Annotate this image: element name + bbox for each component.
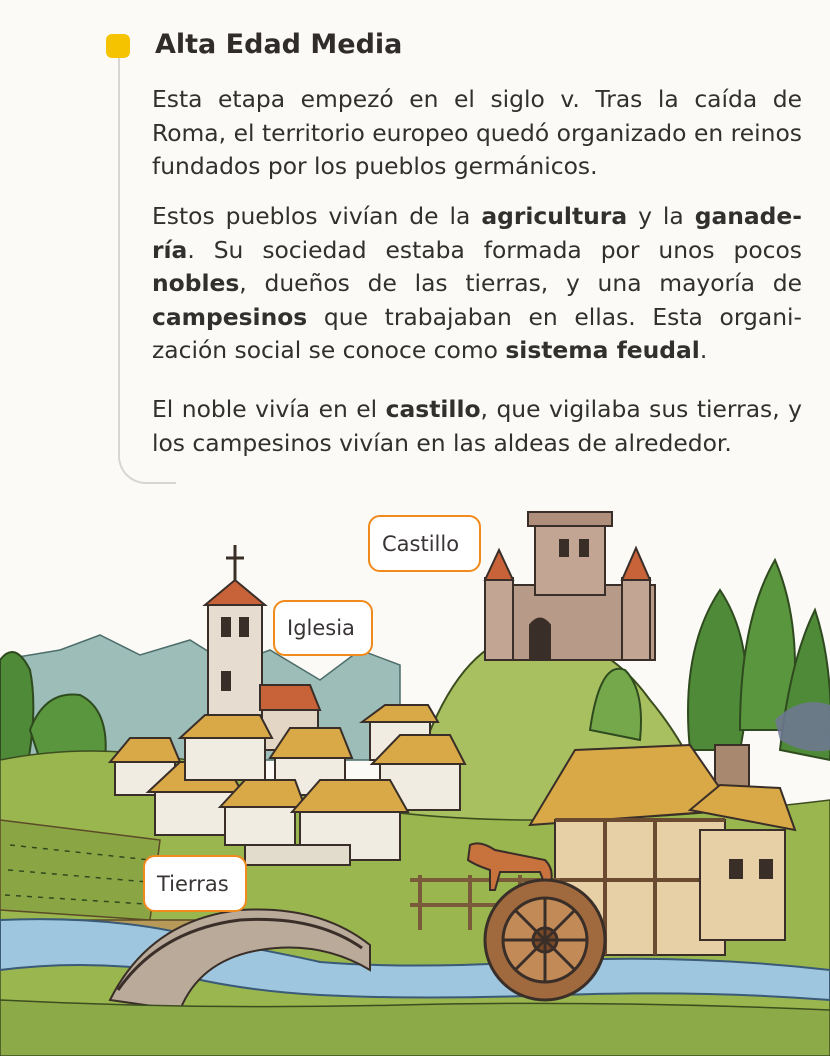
bold-term: agricultura [481,202,628,230]
text-segment: , dueños de las tierras, y una mayoría de [239,269,802,297]
paragraph-3 [152,393,802,460]
text-segment: , que vigilaba sus tierras, y los campesinos vivían en las aldeas de alrededor. [152,395,802,457]
text-segment: que trabajaban en ellas. Esta organi-zación social se conoce como [152,302,802,364]
label-iglesia: Iglesia [273,600,373,656]
bold-term: castillo [385,395,481,423]
label-tierras: Tierras [143,855,247,912]
bold-term: campesinos [152,302,308,331]
paragraph-2 [152,200,802,368]
text-segment: . [699,336,708,364]
label-castillo: Castillo [368,515,481,572]
text-segment: y la [627,202,695,230]
section-bullet [106,34,130,58]
text-segment: Estos pueblos vivían de la [152,202,482,230]
medieval-village-illustration [0,500,830,1056]
water-wheel [485,880,605,1000]
text-segment: El noble vivía en el [152,395,386,423]
text-segment: Esta etapa empezó en el siglo v. Tras la caída de Roma, el territorio europeo quedó organizado en reinos fundados por los pueblos germánicos. [152,85,802,180]
bold-term: ganade-ría [152,202,802,264]
text-segment: . Su sociedad estaba formada por unos pocos [187,235,802,264]
section-title: Alta Edad Media [155,29,403,60]
paragraph-1 [152,83,802,184]
bold-term: sistema feudal [505,336,700,364]
bold-term: nobles [152,269,240,297]
foreground-grass [0,1000,830,1056]
